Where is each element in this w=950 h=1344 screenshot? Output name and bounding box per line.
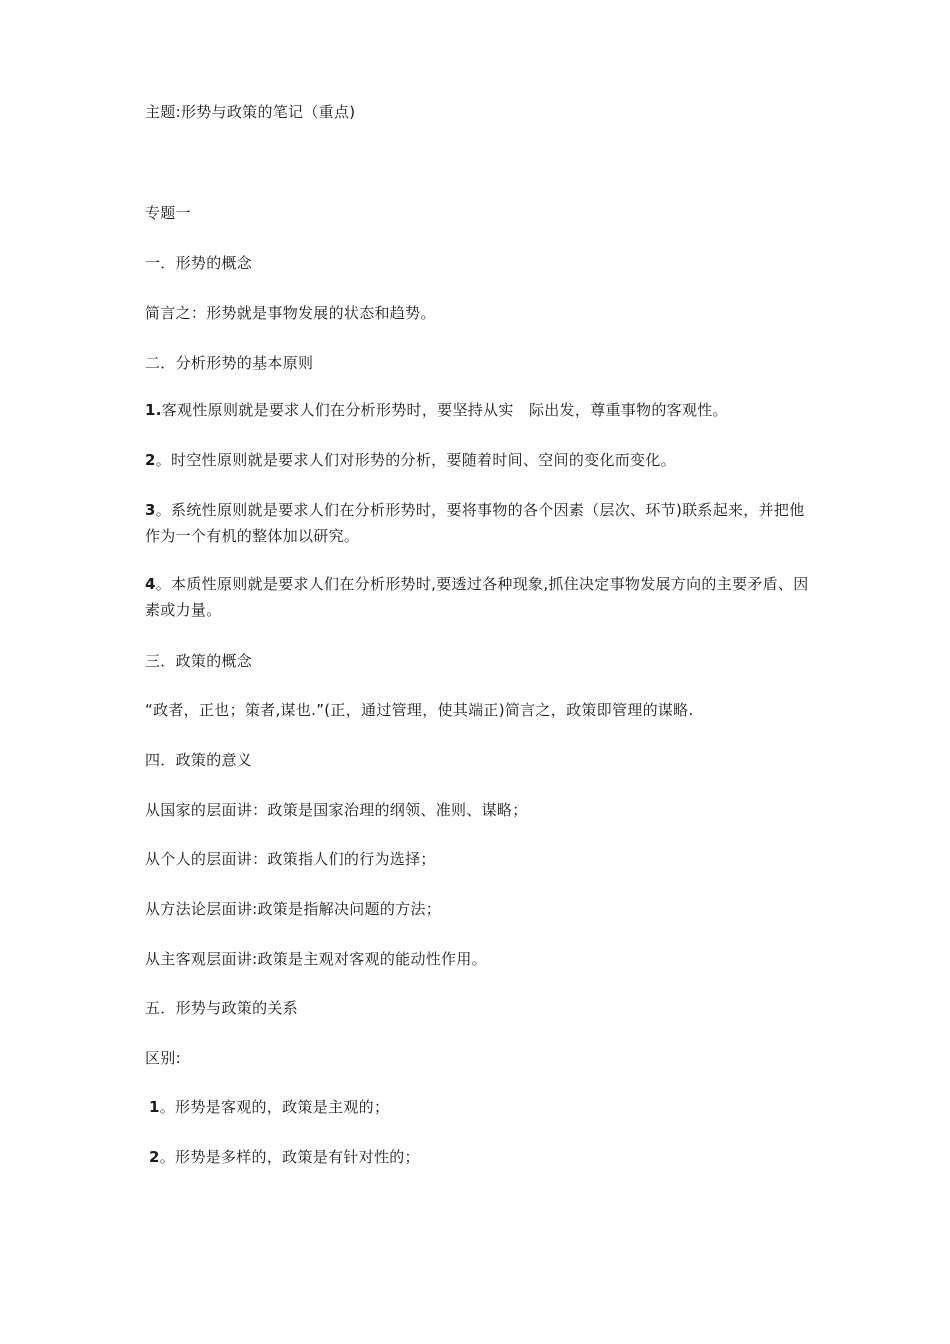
principle-space-time: [145, 447, 676, 473]
document-title: 主题:形势与政策的笔记（重点): [145, 103, 356, 121]
list-text: 。本质性原则就是要求人们在分析形势时,要透过各种现象,抓住决定事物发展方向的主要矛盾、因素或力量。: [145, 575, 809, 619]
list-number: 2: [145, 451, 156, 469]
list-item: 从国家的层面讲：政策是国家治理的纲领、准则、谋略；: [145, 801, 528, 819]
section-heading-concept-of-policy: 三．政策的概念: [145, 652, 253, 670]
subheading-differences: 区别:: [145, 1049, 181, 1067]
list-number: 1.: [145, 401, 162, 419]
section-heading-policy-significance: 四．政策的意义: [145, 751, 253, 769]
section-heading-relationship: 五．形势与政策的关系: [145, 999, 299, 1017]
list-text: 。形势是多样的，政策是有针对性的；: [159, 1148, 420, 1166]
principle-systemic: [145, 497, 815, 549]
list-number: 4: [145, 575, 156, 593]
list-number: 3: [145, 501, 156, 519]
list-text: 。时空性原则就是要求人们对形势的分析，要随着时间、空间的变化而变化。: [155, 451, 676, 469]
list-item: 从方法论层面讲:政策是指解决问题的方法；: [145, 900, 442, 918]
list-item: 从个人的层面讲：政策指人们的行为选择；: [145, 850, 436, 868]
principle-objectivity: [145, 397, 728, 423]
difference-item-2: [149, 1144, 420, 1170]
list-number: 2: [149, 1148, 160, 1166]
list-item: 从主客观层面讲:政策是主观对客观的能动性作用。: [145, 950, 487, 968]
list-text: 。形势是客观的，政策是主观的；: [159, 1098, 390, 1116]
section-heading-analysis-principles: 二．分析形势的基本原则: [145, 354, 314, 372]
principle-essence: [145, 571, 815, 623]
list-text: 客观性原则就是要求人们在分析形势时，要坚持从实 际出发，尊重事物的客观性。: [161, 401, 728, 419]
paragraph-policy-definition: “政者，正也；策者,谋也.”(正，通过管理，使其端正)简言之，政策即管理的谋略.: [145, 701, 694, 719]
paragraph-situation-definition: 简言之：形势就是事物发展的状态和趋势。: [145, 304, 436, 322]
list-number: 1: [149, 1098, 160, 1116]
difference-item-1: [149, 1094, 389, 1120]
section-heading-concept-of-situation: 一．形势的概念: [145, 254, 253, 272]
topic-heading: 专题一: [145, 204, 191, 222]
list-text: 。系统性原则就是要求人们在分析形势时，要将事物的各个因素（层次、环节)联系起来，并把他作为一个有机的整体加以研究。: [145, 501, 805, 545]
